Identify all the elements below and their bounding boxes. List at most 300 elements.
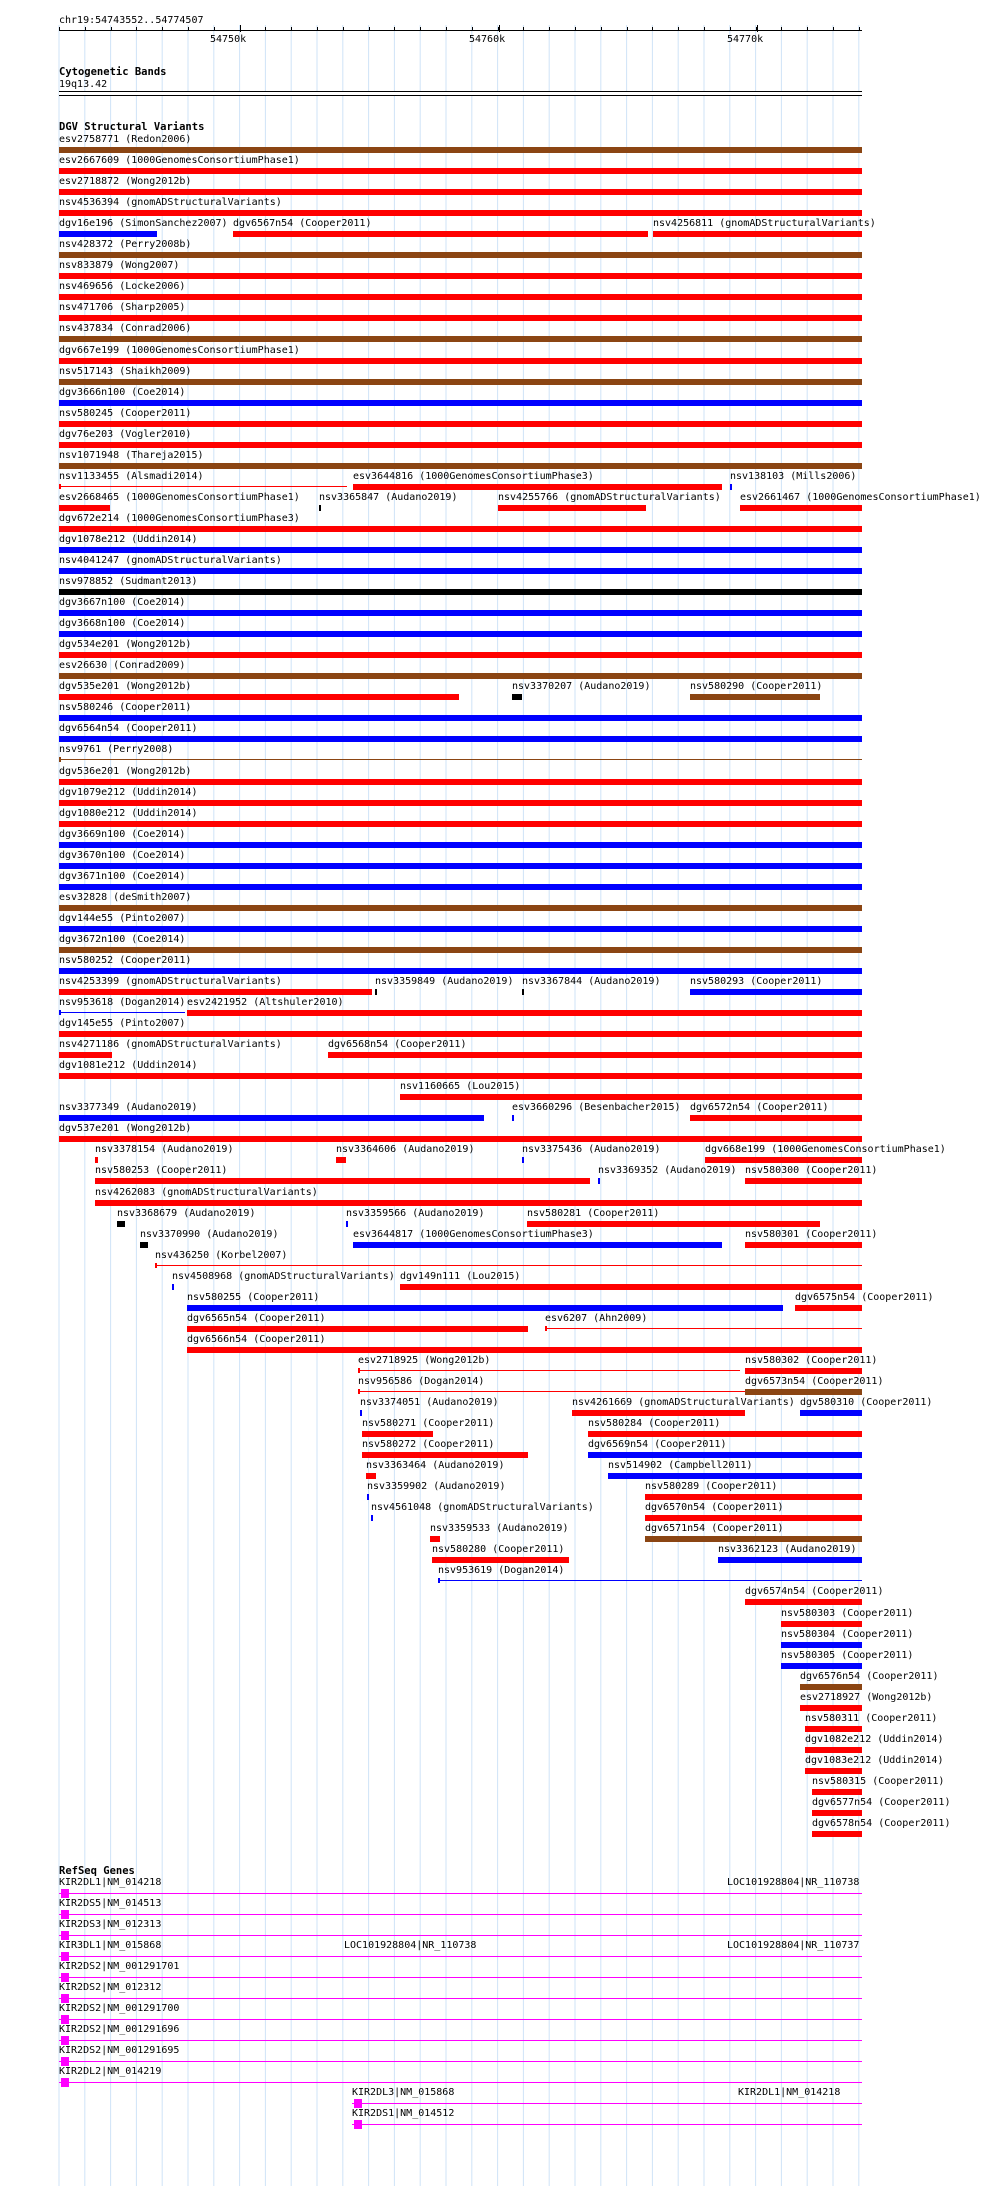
sv-label: nsv580311 (Cooper2011)	[805, 1712, 938, 1724]
sv-label: nsv580300 (Cooper2011)	[745, 1165, 878, 1177]
sv-feature[interactable]	[400, 1284, 862, 1290]
gene-exon	[61, 1952, 69, 1961]
ruler-minor-tick	[59, 27, 60, 30]
sv-feature[interactable]	[59, 652, 862, 658]
ruler-minor-tick	[85, 27, 86, 30]
sv-label: dgv580310 (Cooper2011)	[800, 1397, 933, 1408]
sv-feature[interactable]	[745, 1389, 862, 1395]
sv-feature[interactable]	[795, 1305, 862, 1311]
gene-label: KIR2DS5|NM_014513	[59, 1898, 162, 1909]
sv-feature[interactable]	[512, 694, 522, 700]
sv-label: nsv3369352 (Audano2019)	[598, 1165, 737, 1177]
sv-label: dgv668e199 (1000GenomesConsortiumPhase1)	[705, 1144, 946, 1156]
sv-label: dgv144e55 (Pinto2007)	[59, 912, 186, 924]
sv-feature[interactable]	[512, 1115, 514, 1121]
sv-label: nsv580305 (Cooper2011)	[781, 1649, 914, 1661]
gene-label: KIR2DL2|NM_014219	[59, 2066, 162, 2077]
gene-model[interactable]	[59, 2040, 862, 2041]
gene-label: KIR2DS2|NM_001291696	[59, 2024, 180, 2035]
cytoband-bar[interactable]	[59, 91, 862, 96]
sv-feature[interactable]	[336, 1157, 346, 1163]
sv-label: dgv3667n100 (Coe2014)	[59, 597, 186, 609]
sv-feature-cap	[59, 757, 61, 762]
ruler-minor-tick	[652, 27, 653, 30]
ruler-minor-tick	[188, 27, 189, 30]
sv-feature[interactable]	[358, 1370, 740, 1371]
sv-feature[interactable]	[155, 1265, 862, 1266]
sv-label: nsv3368679 (Audano2019)	[117, 1207, 256, 1219]
sv-label: dgv537e201 (Wong2012b)	[59, 1123, 192, 1135]
sv-feature[interactable]	[59, 315, 862, 321]
sv-label: nsv580304 (Cooper2011)	[781, 1628, 914, 1640]
sv-feature[interactable]	[358, 1391, 745, 1392]
sv-feature[interactable]	[59, 736, 862, 742]
gene-model[interactable]	[59, 1998, 862, 1999]
sv-label: nsv580290 (Cooper2011)	[690, 681, 823, 693]
sv-label: dgv3669n100 (Coe2014)	[59, 828, 186, 840]
sv-feature[interactable]	[59, 715, 862, 721]
ruler-minor-tick	[575, 27, 576, 30]
gene-label: KIR2DS1|NM_014512	[352, 2108, 455, 2119]
sv-label: nsv3377349 (Audano2019)	[59, 1102, 198, 1114]
sv-feature[interactable]	[690, 1115, 862, 1121]
sv-feature[interactable]	[59, 231, 157, 237]
sv-label: nsv471706 (Sharp2005)	[59, 302, 186, 314]
sv-feature[interactable]	[59, 1052, 112, 1058]
sv-feature[interactable]	[371, 1515, 373, 1521]
gene-label: KIR2DL1|NM_014218	[59, 1877, 162, 1888]
sv-feature[interactable]	[59, 505, 110, 511]
sv-label: nsv580289 (Cooper2011)	[645, 1481, 778, 1493]
ruler-minor-tick	[420, 27, 421, 30]
sv-label: nsv580293 (Cooper2011)	[690, 976, 823, 987]
sv-label: dgv3670n100 (Coe2014)	[59, 849, 186, 861]
sv-feature[interactable]	[545, 1328, 862, 1329]
sv-feature[interactable]	[432, 1557, 569, 1563]
ruler-minor-tick	[678, 27, 679, 30]
sv-feature[interactable]	[59, 1073, 862, 1079]
sv-feature[interactable]	[645, 1494, 862, 1500]
sv-feature[interactable]	[781, 1642, 862, 1648]
sv-label: nsv580281 (Cooper2011)	[527, 1207, 660, 1219]
sv-label: dgv6572n54 (Cooper2011)	[690, 1102, 829, 1114]
cytoband-label: 19q13.42	[59, 79, 108, 90]
gene-model[interactable]	[59, 1893, 862, 1894]
sv-feature[interactable]	[740, 505, 862, 511]
ruler-major-tick	[240, 25, 241, 32]
gene-exon	[61, 1973, 69, 1982]
sv-feature-cap	[545, 1326, 547, 1331]
sv-label: dgv1080e212 (Uddin2014)	[59, 807, 198, 819]
gene-exon	[61, 1910, 69, 1919]
sv-feature[interactable]	[187, 1010, 862, 1016]
ruler-minor-tick	[601, 27, 602, 30]
sv-feature[interactable]	[745, 1368, 862, 1374]
sv-feature[interactable]	[645, 1515, 862, 1521]
sv-feature[interactable]	[95, 1178, 590, 1184]
sv-label: nsv1133455 (Alsmadi2014)	[59, 470, 204, 482]
sv-label: nsv3362123 (Audano2019)	[718, 1544, 857, 1556]
sv-feature[interactable]	[59, 294, 862, 300]
sv-feature[interactable]	[319, 505, 321, 511]
ruler-minor-tick	[730, 27, 731, 30]
ruler-minor-tick	[136, 27, 137, 30]
sv-feature[interactable]	[59, 486, 347, 487]
sv-label: dgv6569n54 (Cooper2011)	[588, 1439, 727, 1451]
gene-model[interactable]	[59, 2082, 862, 2083]
sv-feature[interactable]	[59, 694, 459, 700]
sv-label: nsv4261669 (gnomADStructuralVariants)	[572, 1397, 795, 1408]
sv-label: nsv580255 (Cooper2011)	[187, 1291, 320, 1303]
sv-feature[interactable]	[59, 147, 862, 153]
gene-label: KIR2DS2|NM_001291695	[59, 2045, 180, 2056]
sv-label: nsv437834 (Conrad2006)	[59, 323, 192, 335]
sv-label: nsv953618 (Dogan2014)	[59, 997, 186, 1009]
sv-feature[interactable]	[59, 252, 862, 258]
sv-feature[interactable]	[59, 1031, 862, 1037]
sv-feature[interactable]	[805, 1747, 862, 1753]
gene-exon	[61, 2057, 69, 2066]
sv-feature[interactable]	[59, 779, 862, 785]
sv-feature[interactable]	[805, 1768, 862, 1774]
sv-label: nsv9761 (Perry2008)	[59, 744, 174, 756]
sv-label: dgv6573n54 (Cooper2011)	[745, 1375, 884, 1387]
ruler-minor-tick	[394, 27, 395, 30]
sv-label: dgv3668n100 (Coe2014)	[59, 618, 186, 630]
sv-feature[interactable]	[59, 547, 862, 553]
sv-label: dgv6566n54 (Cooper2011)	[187, 1333, 326, 1345]
sv-feature[interactable]	[353, 484, 722, 490]
sv-label: nsv3364606 (Audano2019)	[336, 1144, 475, 1156]
sv-feature[interactable]	[59, 442, 862, 448]
sv-feature[interactable]	[95, 1200, 862, 1206]
sv-label: dgv3666n100 (Coe2014)	[59, 386, 186, 398]
sv-feature[interactable]	[362, 1452, 528, 1458]
ruler-minor-tick	[807, 27, 808, 30]
sv-label: nsv4271186 (gnomADStructuralVariants)	[59, 1039, 282, 1051]
sv-feature[interactable]	[745, 1242, 862, 1248]
sv-label: nsv580303 (Cooper2011)	[781, 1607, 914, 1619]
sv-feature[interactable]	[59, 884, 862, 890]
sv-label: dgv1079e212 (Uddin2014)	[59, 786, 198, 798]
gene-model[interactable]	[59, 1914, 862, 1915]
sv-feature[interactable]	[59, 210, 862, 216]
sv-label: dgv672e214 (1000GenomesConsortiumPhase3)	[59, 512, 300, 524]
sv-label: nsv1160665 (Lou2015)	[400, 1081, 521, 1093]
gene-label: KIR2DS2|NM_012312	[59, 1982, 162, 1993]
sv-feature[interactable]	[95, 1157, 98, 1163]
sv-label: dgv149n111 (Lou2015)	[400, 1270, 521, 1282]
sv-label: nsv517143 (Shaikh2009)	[59, 365, 192, 377]
sv-feature-cap	[438, 1578, 440, 1583]
sv-label: nsv3359566 (Audano2019)	[346, 1207, 485, 1219]
sv-label: dgv6574n54 (Cooper2011)	[745, 1586, 884, 1598]
sv-feature[interactable]	[375, 989, 377, 995]
sv-feature[interactable]	[59, 673, 862, 679]
gene-model[interactable]	[352, 2103, 862, 2104]
sv-feature[interactable]	[59, 568, 862, 574]
ruler-minor-tick	[859, 27, 860, 30]
sv-feature[interactable]	[812, 1831, 862, 1837]
sv-feature[interactable]	[59, 926, 862, 932]
sv-feature[interactable]	[645, 1536, 862, 1542]
sv-feature[interactable]	[59, 968, 862, 974]
sv-feature[interactable]	[117, 1221, 125, 1227]
sv-label: nsv4536394 (gnomADStructuralVariants)	[59, 197, 282, 209]
sv-label: nsv4255766 (gnomADStructuralVariants)	[498, 491, 721, 503]
sv-feature[interactable]	[59, 400, 862, 406]
sv-feature[interactable]	[59, 379, 862, 385]
sv-label: dgv534e201 (Wong2012b)	[59, 639, 192, 651]
ruler-minor-tick	[162, 27, 163, 30]
sv-label: nsv3359533 (Audano2019)	[430, 1523, 569, 1535]
gene-exon	[354, 2099, 362, 2108]
sv-feature[interactable]	[59, 863, 862, 869]
sv-label: esv3660296 (Besenbacher2015)	[512, 1102, 681, 1114]
ruler-minor-tick	[446, 27, 447, 30]
sv-feature[interactable]	[690, 989, 862, 995]
sv-feature[interactable]	[690, 694, 820, 700]
sv-feature[interactable]	[572, 1410, 745, 1416]
sv-label: nsv4508968 (gnomADStructuralVariants)	[172, 1270, 395, 1282]
gene-exon	[354, 2120, 362, 2129]
gene-model[interactable]	[59, 1935, 862, 1936]
sv-label: nsv3370207 (Audano2019)	[512, 681, 651, 693]
ruler-major-tick	[499, 25, 500, 32]
sv-feature[interactable]	[59, 905, 862, 911]
gene-exon	[61, 1931, 69, 1940]
sv-label: nsv469656 (Locke2006)	[59, 281, 186, 293]
sv-feature[interactable]	[800, 1410, 862, 1416]
sv-label: dgv6571n54 (Cooper2011)	[645, 1523, 784, 1535]
sv-feature[interactable]	[430, 1536, 440, 1542]
sv-feature-cap	[59, 1010, 61, 1015]
sv-label: nsv580252 (Cooper2011)	[59, 954, 192, 966]
ruler-minor-tick	[627, 27, 628, 30]
gene-label: LOC101928804|NR_110738	[727, 1877, 860, 1888]
sv-label: esv2668465 (1000GenomesConsortiumPhase1)	[59, 491, 300, 503]
ruler-line	[59, 30, 862, 31]
ruler-minor-tick	[291, 27, 292, 30]
gene-model[interactable]	[59, 1956, 862, 1957]
sv-feature[interactable]	[187, 1347, 862, 1353]
sv-label: nsv3365847 (Audano2019)	[319, 491, 458, 503]
sv-feature[interactable]	[781, 1663, 862, 1669]
sv-label: dgv6570n54 (Cooper2011)	[645, 1502, 784, 1514]
sv-label: esv3644816 (1000GenomesConsortiumPhase3)	[353, 470, 594, 482]
sv-label: nsv4256811 (gnomADStructuralVariants)	[653, 218, 876, 230]
sv-feature[interactable]	[59, 989, 372, 995]
sv-feature-cap	[59, 484, 61, 489]
sv-label: nsv4253399 (gnomADStructuralVariants)	[59, 976, 282, 987]
sv-feature[interactable]	[59, 1115, 484, 1121]
ruler-minor-tick	[781, 27, 782, 30]
sv-feature[interactable]	[367, 1494, 369, 1500]
sv-feature[interactable]	[588, 1452, 862, 1458]
gene-model[interactable]	[59, 2061, 862, 2062]
sv-label: esv2718925 (Wong2012b)	[358, 1354, 491, 1366]
sv-label: esv2718872 (Wong2012b)	[59, 176, 192, 188]
gene-exon	[61, 1994, 69, 2003]
sv-label: esv2758771 (Redon2006)	[59, 134, 192, 145]
sv-label: nsv580246 (Cooper2011)	[59, 702, 192, 714]
sv-feature[interactable]	[366, 1473, 376, 1479]
sv-feature[interactable]	[812, 1789, 862, 1795]
sv-feature[interactable]	[438, 1580, 862, 1581]
ruler-tick-label: 54770k	[727, 34, 764, 45]
sv-feature[interactable]	[187, 1305, 783, 1311]
ruler-minor-tick	[317, 27, 318, 30]
sv-feature[interactable]	[59, 336, 862, 342]
sv-feature[interactable]	[400, 1094, 862, 1100]
sv-feature[interactable]	[730, 484, 732, 490]
sv-label: nsv3359902 (Audano2019)	[367, 1481, 506, 1493]
sv-label: nsv580315 (Cooper2011)	[812, 1775, 945, 1787]
ruler-minor-tick	[369, 27, 370, 30]
sv-label: nsv580284 (Cooper2011)	[588, 1418, 721, 1430]
sv-label: nsv580272 (Cooper2011)	[362, 1439, 495, 1451]
sv-feature[interactable]	[59, 189, 862, 195]
gene-model[interactable]	[59, 1977, 862, 1978]
gene-model[interactable]	[59, 2019, 862, 2020]
sv-label: nsv3363464 (Audano2019)	[366, 1460, 505, 1472]
sv-feature[interactable]	[59, 358, 862, 364]
ruler-tick-label: 54750k	[210, 34, 247, 45]
sv-feature[interactable]	[59, 421, 862, 427]
sv-label: nsv3370990 (Audano2019)	[140, 1228, 279, 1240]
sv-feature[interactable]	[805, 1726, 862, 1732]
sv-feature[interactable]	[328, 1052, 862, 1058]
sv-feature[interactable]	[140, 1242, 148, 1248]
sv-label: esv26630 (Conrad2009)	[59, 660, 186, 672]
sv-feature[interactable]	[59, 631, 862, 637]
sv-label: dgv1078e212 (Uddin2014)	[59, 533, 198, 545]
sv-feature[interactable]	[360, 1410, 362, 1416]
refseq-track-title[interactable]: RefSeq Genes	[59, 1865, 135, 1877]
sv-feature[interactable]	[59, 947, 862, 953]
sv-feature[interactable]	[59, 842, 862, 848]
sv-label: nsv436250 (Korbel2007)	[155, 1249, 288, 1261]
sv-label: nsv580271 (Cooper2011)	[362, 1418, 495, 1430]
sv-label: nsv580253 (Cooper2011)	[95, 1165, 228, 1177]
sv-feature[interactable]	[781, 1621, 862, 1627]
gene-exon	[61, 2015, 69, 2024]
sv-feature[interactable]	[800, 1705, 862, 1711]
sv-label: esv3644817 (1000GenomesConsortiumPhase3)	[353, 1228, 594, 1240]
sv-feature[interactable]	[653, 231, 862, 237]
sv-feature[interactable]	[233, 231, 648, 237]
sv-feature[interactable]	[346, 1221, 348, 1227]
sv-feature[interactable]	[745, 1599, 862, 1605]
sv-label: dgv536e201 (Wong2012b)	[59, 765, 192, 777]
ruler-tick-label: 54760k	[469, 34, 506, 45]
sv-label: nsv4262083 (gnomADStructuralVariants)	[95, 1186, 318, 1198]
sv-label: dgv3672n100 (Coe2014)	[59, 933, 186, 945]
sv-label: esv2661467 (1000GenomesConsortiumPhase1)	[740, 491, 981, 503]
gene-model[interactable]	[352, 2124, 862, 2125]
sv-label: dgv1081e212 (Uddin2014)	[59, 1060, 198, 1072]
location-label: chr19:54743552..54774507	[59, 15, 204, 26]
sv-feature[interactable]	[59, 800, 862, 806]
gene-label: LOC101928804|NR_110738	[344, 1940, 477, 1951]
sv-label: nsv580301 (Cooper2011)	[745, 1228, 878, 1240]
sv-feature[interactable]	[353, 1242, 722, 1248]
dgv-track-title[interactable]: DGV Structural Variants	[59, 121, 205, 133]
sv-feature[interactable]	[745, 1178, 862, 1184]
sv-feature[interactable]	[588, 1431, 862, 1437]
sv-label: dgv667e199 (1000GenomesConsortiumPhase1)	[59, 344, 300, 356]
sv-label: dgv6565n54 (Cooper2011)	[187, 1312, 326, 1324]
sv-feature[interactable]	[172, 1284, 174, 1290]
sv-label: nsv580302 (Cooper2011)	[745, 1354, 878, 1366]
sv-feature[interactable]	[527, 1221, 820, 1227]
sv-feature[interactable]	[59, 759, 862, 760]
sv-feature[interactable]	[705, 1157, 862, 1163]
sv-feature[interactable]	[59, 463, 862, 469]
sv-label: esv32828 (deSmith2007)	[59, 891, 192, 903]
sv-feature[interactable]	[59, 1012, 185, 1013]
gene-exon	[61, 2078, 69, 2087]
ruler-minor-tick	[265, 27, 266, 30]
sv-feature[interactable]	[59, 610, 862, 616]
sv-feature[interactable]	[362, 1431, 433, 1437]
sv-label: nsv580280 (Cooper2011)	[432, 1544, 565, 1556]
sv-label: dgv145e55 (Pinto2007)	[59, 1018, 186, 1030]
sv-feature[interactable]	[59, 273, 862, 279]
sv-feature[interactable]	[59, 168, 862, 174]
sv-feature[interactable]	[522, 989, 524, 995]
sv-feature[interactable]	[59, 526, 862, 532]
gene-label: LOC101928804|NR_110737	[727, 1940, 860, 1951]
sv-feature[interactable]	[718, 1557, 862, 1563]
sv-label: dgv16e196 (SimonSanchez2007)	[59, 218, 228, 230]
sv-feature[interactable]	[59, 821, 862, 827]
sv-label: nsv978852 (Sudmant2013)	[59, 576, 198, 588]
sv-label: nsv3367844 (Audano2019)	[522, 976, 661, 987]
sv-label: dgv1083e212 (Uddin2014)	[805, 1754, 944, 1766]
sv-label: dgv76e203 (Vogler2010)	[59, 428, 192, 440]
sv-label: dgv535e201 (Wong2012b)	[59, 681, 192, 693]
sv-label: nsv3359849 (Audano2019)	[375, 976, 514, 987]
sv-feature[interactable]	[800, 1684, 862, 1690]
sv-feature[interactable]	[59, 1136, 862, 1142]
sv-feature[interactable]	[187, 1326, 528, 1332]
gene-label: KIR2DS3|NM_012313	[59, 1919, 162, 1930]
sv-feature[interactable]	[522, 1157, 524, 1163]
sv-label: dgv6568n54 (Cooper2011)	[328, 1039, 467, 1051]
sv-label: esv2667609 (1000GenomesConsortiumPhase1)	[59, 155, 300, 167]
sv-feature[interactable]	[498, 505, 646, 511]
sv-feature[interactable]	[812, 1810, 862, 1816]
gene-label: KIR2DL3|NM_015868	[352, 2087, 455, 2098]
ruler-minor-tick	[704, 27, 705, 30]
sv-feature[interactable]	[598, 1178, 600, 1184]
sv-label: nsv3375436 (Audano2019)	[522, 1144, 661, 1156]
sv-feature[interactable]	[59, 589, 862, 595]
sv-label: dgv6576n54 (Cooper2011)	[800, 1670, 939, 1682]
cytoband-track-title[interactable]: Cytogenetic Bands	[59, 66, 167, 78]
ruler-minor-tick	[472, 27, 473, 30]
ruler-minor-tick	[343, 27, 344, 30]
sv-label: nsv580245 (Cooper2011)	[59, 407, 192, 419]
sv-label: nsv428372 (Perry2008b)	[59, 239, 192, 251]
sv-feature-cap	[358, 1368, 360, 1373]
sv-label: esv6207 (Ahn2009)	[545, 1312, 648, 1324]
sv-feature[interactable]	[608, 1473, 862, 1479]
sv-label: esv2421952 (Altshuler2010)	[187, 997, 344, 1009]
gene-label: KIR3DL1|NM_015868	[59, 1940, 162, 1951]
sv-label: nsv4561048 (gnomADStructuralVariants)	[371, 1502, 594, 1514]
